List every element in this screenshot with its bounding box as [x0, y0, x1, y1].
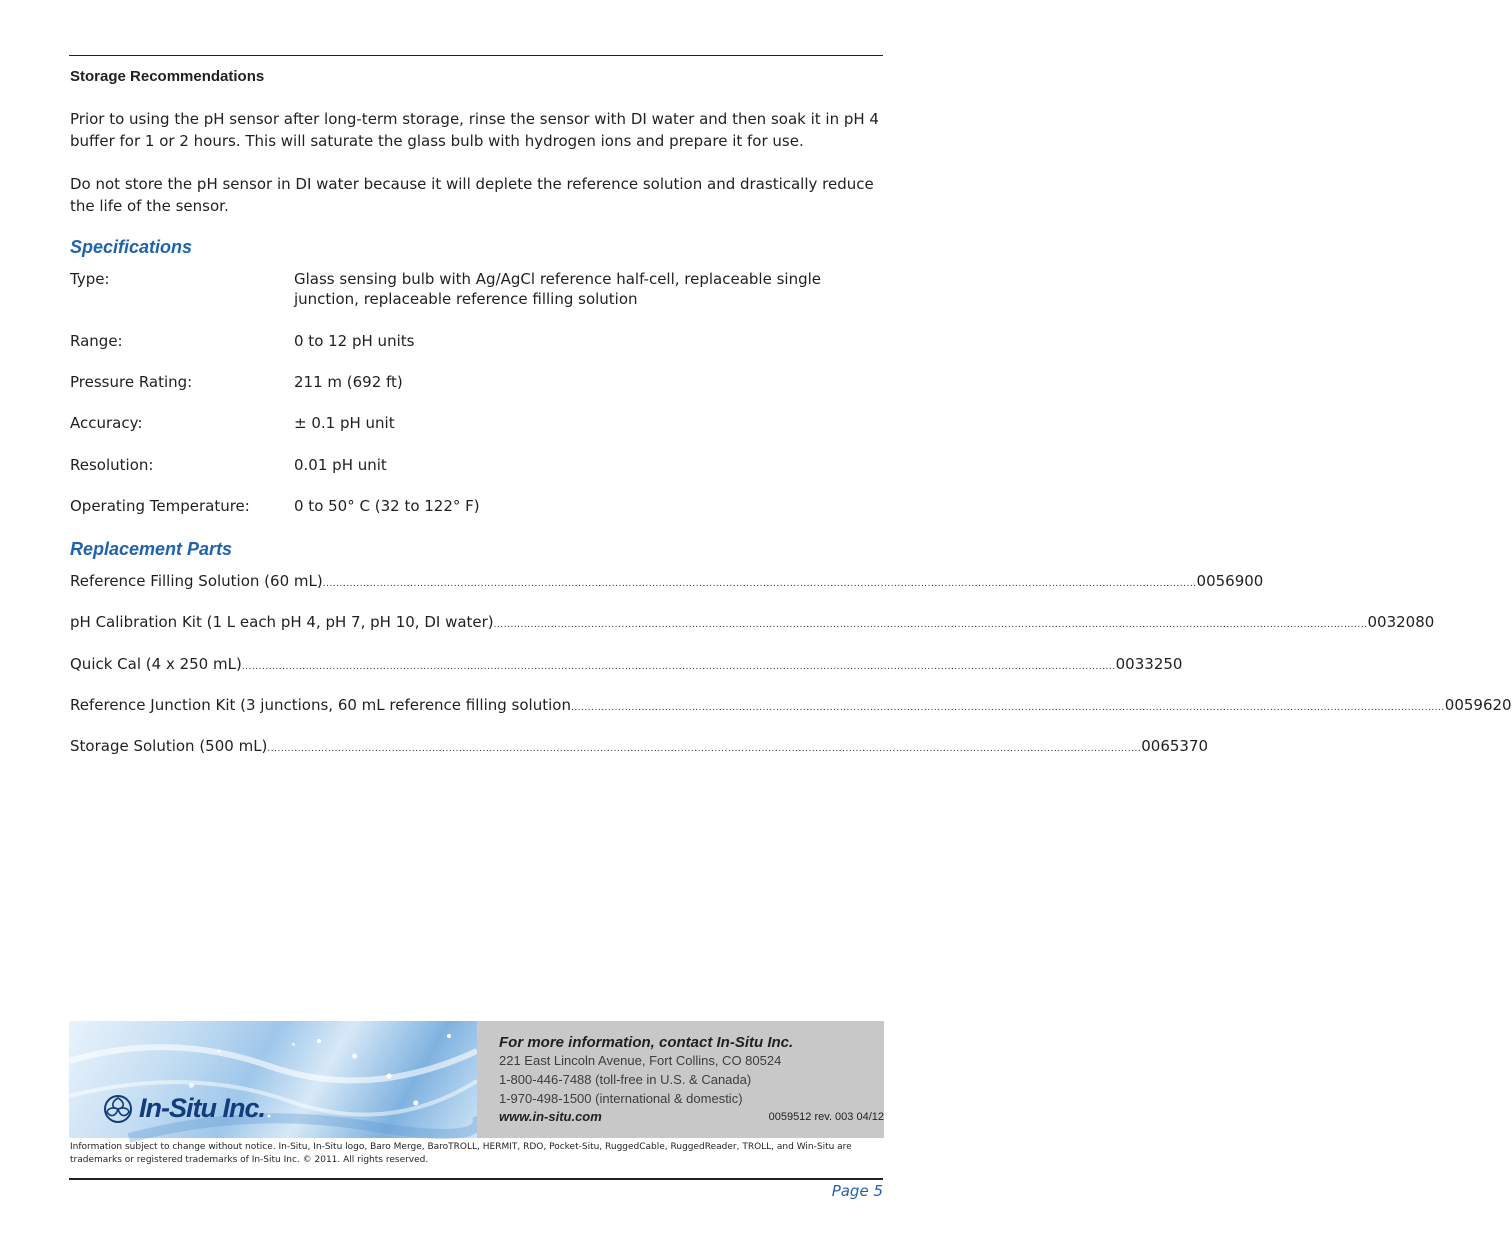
- contact-phone-international: 1-970-498-1500 (international & domestic): [499, 1091, 743, 1106]
- spec-value-temperature: 0 to 50° C (32 to 122° F): [294, 497, 480, 515]
- part-row: [70, 654, 1183, 674]
- spec-label-type: Type:: [70, 270, 110, 288]
- storage-paragraph-1: Prior to using the pH sensor after long-term storage, rinse the sensor with DI water and then soak it in pH 4 buffer for 1 or 2 hours. This will saturate the glass bulb with hydrogen ions and prepare it for use.: [70, 110, 879, 150]
- contact-phone-tollfree: 1-800-446-7488 (toll-free in U.S. & Canada): [499, 1072, 752, 1087]
- spec-value-range: 0 to 12 pH units: [294, 332, 415, 350]
- in-situ-logo-text: In-Situ Inc.: [139, 1093, 265, 1123]
- contact-website-link[interactable]: www.in-situ.com: [499, 1109, 602, 1124]
- specifications-title: Specifications: [70, 237, 193, 257]
- legal-notice: Information subject to change without notice. In-Situ, In-Situ logo, Baro Merge, BaroTROLL, HERMIT, RDO, Pocket-Situ, RuggedCable, RuggedReader, TROLL, and Win-Situ are trademarks or registered trademarks of In-Situ Inc. © 2011. All rights reserved.: [70, 1142, 852, 1165]
- part-number: 0059620: [1444, 696, 1512, 714]
- part-name: Quick Cal (4 x 250 mL): [70, 655, 242, 673]
- part-number: 0033250: [1115, 655, 1183, 673]
- contact-title: For more information, contact In-Situ Inc.: [499, 1034, 794, 1051]
- contact-info: [477, 1021, 884, 1138]
- document-number: 0059512 rev. 003 04/12: [768, 1111, 884, 1123]
- part-name: pH Calibration Kit (1 L each pH 4, pH 7, pH 10, DI water): [70, 613, 494, 631]
- part-row: [70, 612, 1435, 632]
- dot-leader: ....................................................................................................................................................................................................................................................................: [493, 620, 1368, 630]
- spec-value-resolution: 0.01 pH unit: [294, 456, 387, 474]
- dot-leader: ....................................................................................................................................................................................................................................................................: [570, 703, 1445, 713]
- page-number: Page 5: [831, 1182, 883, 1200]
- contact-banner: [69, 1021, 884, 1138]
- spec-label-pressure: Pressure Rating:: [70, 373, 193, 391]
- dot-leader: ....................................................................................................................................................................................................................................................................: [322, 579, 1197, 589]
- part-row: [70, 695, 1512, 715]
- contact-address: 221 East Lincoln Avenue, Fort Collins, CO 80524: [499, 1053, 782, 1068]
- part-name: Storage Solution (500 mL): [70, 737, 268, 755]
- spec-value-type: Glass sensing bulb with Ag/AgCl reference half-cell, replaceable single junction, replaceable reference filling solution: [294, 270, 821, 308]
- spec-label-range: Range:: [70, 332, 123, 350]
- spec-label-temperature: Operating Temperature:: [70, 497, 250, 515]
- top-rule: [69, 55, 883, 56]
- dot-leader: ....................................................................................................................................................................................................................................................................: [267, 744, 1142, 754]
- storage-heading: Storage Recommendations: [70, 68, 265, 85]
- replacement-parts-title: Replacement Parts: [70, 539, 233, 559]
- in-situ-logo-icon: [101, 1094, 135, 1124]
- part-row: [70, 736, 1209, 756]
- part-number: 0065370: [1141, 737, 1209, 755]
- spec-label-resolution: Resolution:: [70, 456, 154, 474]
- banner-water-image: [69, 1021, 477, 1138]
- spec-value-accuracy: ± 0.1 pH unit: [294, 414, 395, 432]
- spec-value-pressure: 211 m (692 ft): [294, 373, 403, 391]
- part-number: 0032080: [1367, 613, 1435, 631]
- part-name: Reference Junction Kit (3 junctions, 60 mL reference filling solution: [70, 696, 571, 714]
- spec-label-accuracy: Accuracy:: [70, 414, 143, 432]
- in-situ-logo: [101, 1093, 265, 1124]
- part-number: 0056900: [1196, 572, 1264, 590]
- part-row: [70, 571, 1264, 591]
- bottom-rule: [69, 1178, 883, 1180]
- part-name: Reference Filling Solution (60 mL): [70, 572, 323, 590]
- storage-paragraph-2: Do not store the pH sensor in DI water because it will deplete the reference solution and drastically reduce the life of the sensor.: [70, 175, 874, 215]
- dot-leader: ....................................................................................................................................................................................................................................................................: [241, 662, 1116, 672]
